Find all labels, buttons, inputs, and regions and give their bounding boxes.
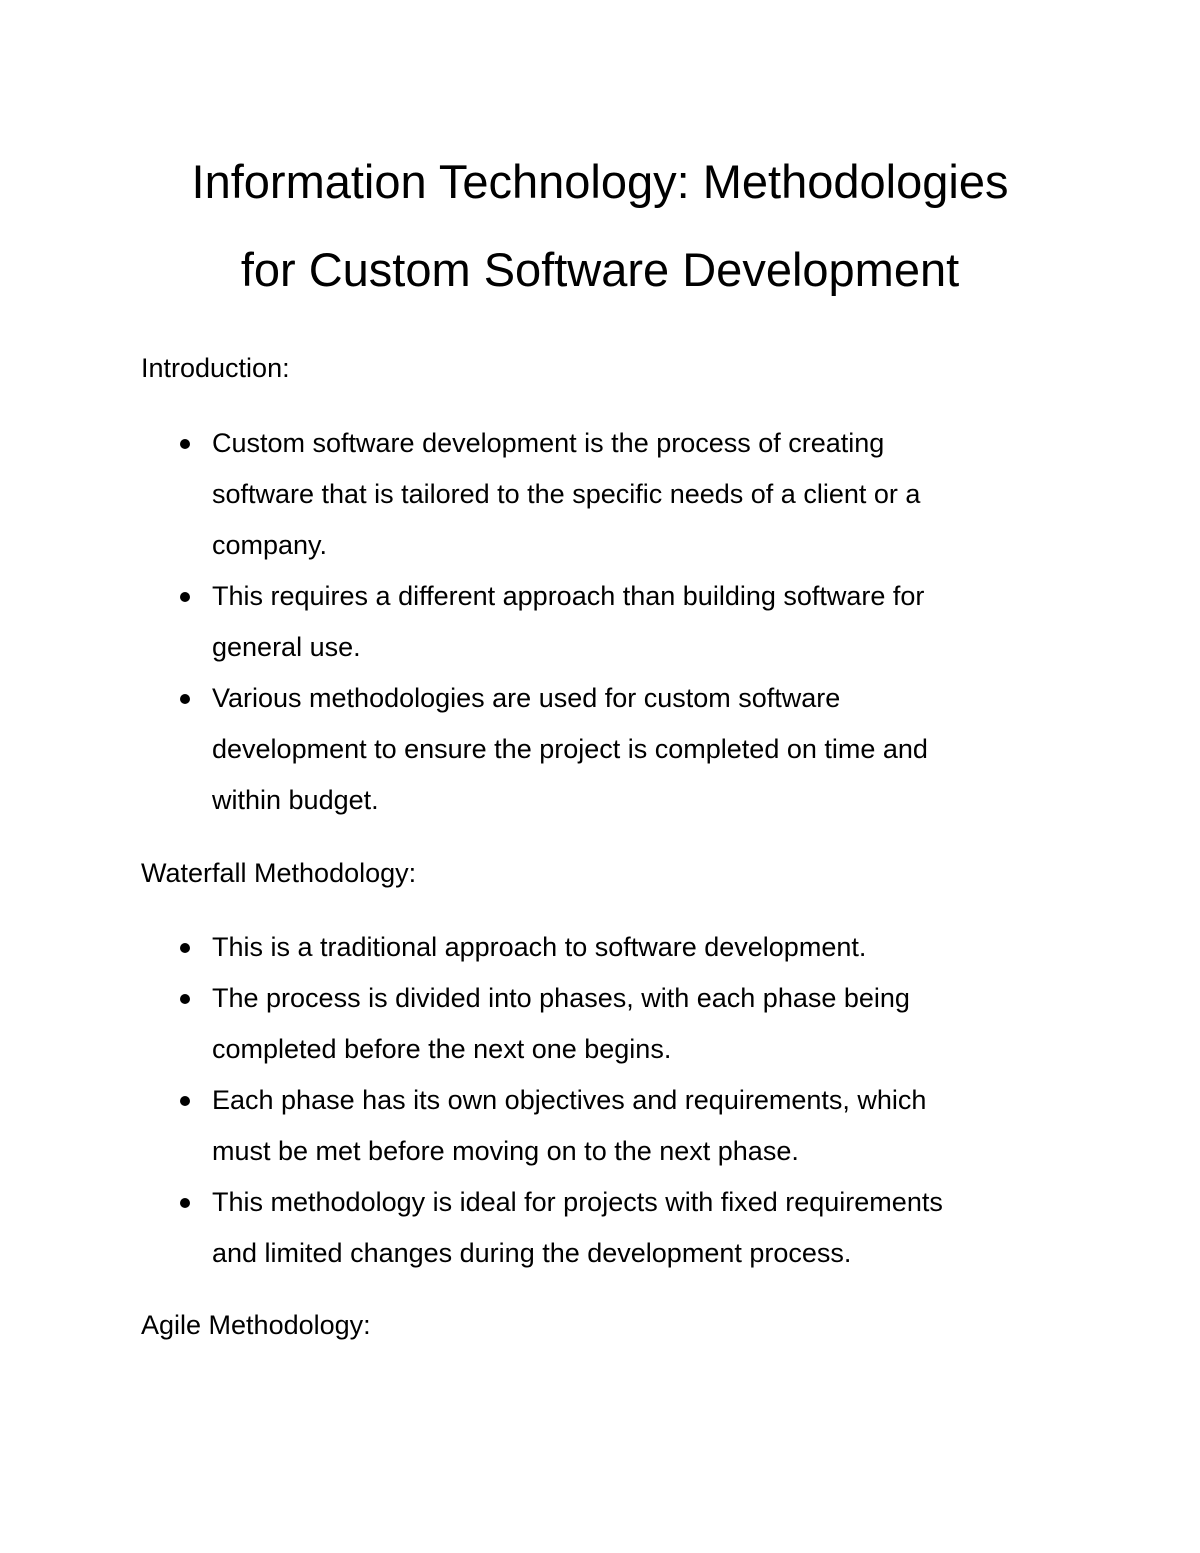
bullet-icon [180, 592, 190, 602]
list-item-text: within budget. [212, 785, 379, 815]
list-item-text: software that is tailored to the specific needs of a client or a [212, 479, 921, 509]
list-item-text: company. [212, 530, 328, 560]
bullet-icon [180, 1096, 190, 1106]
list-item [0, 922, 943, 973]
list-item-text: Each phase has its own objectives and requirements, which [212, 1085, 927, 1115]
section-heading-waterfall: Waterfall Methodology: [141, 858, 417, 888]
list-item-text: Custom software development is the process of creating [212, 428, 885, 458]
section-heading-introduction: Introduction: [141, 353, 290, 383]
list-item-text: general use. [212, 632, 361, 662]
list-item-text: and limited changes during the development process. [212, 1238, 852, 1268]
list-item [0, 973, 943, 1075]
title-line-1: Information Technology: Methodologies [191, 155, 1009, 208]
list-item [0, 673, 928, 826]
list-item [0, 1075, 943, 1177]
waterfall-bullet-list [0, 922, 943, 1279]
list-item [0, 418, 928, 571]
list-item-text: completed before the next one begins. [212, 1034, 672, 1064]
bullet-icon [180, 943, 190, 953]
list-item-text: This requires a different approach than building software for [212, 581, 925, 611]
list-item-text: development to ensure the project is completed on time and [212, 734, 928, 764]
list-item-text: Various methodologies are used for custom software [212, 683, 841, 713]
list-item-text: This is a traditional approach to software development. [212, 932, 867, 962]
list-item [0, 1177, 943, 1279]
document-title [100, 138, 1100, 314]
bullet-icon [180, 694, 190, 704]
bullet-icon [180, 1198, 190, 1208]
list-item-text: The process is divided into phases, with each phase being [212, 983, 910, 1013]
bullet-icon [180, 994, 190, 1004]
introduction-bullet-list [0, 418, 928, 826]
list-item [0, 571, 928, 673]
bullet-icon [180, 439, 190, 449]
list-item-text: This methodology is ideal for projects with fixed requirements [212, 1187, 943, 1217]
title-line-2: for Custom Software Development [240, 243, 960, 296]
list-item-text: must be met before moving on to the next phase. [212, 1136, 799, 1166]
section-heading-agile: Agile Methodology: [141, 1310, 371, 1340]
